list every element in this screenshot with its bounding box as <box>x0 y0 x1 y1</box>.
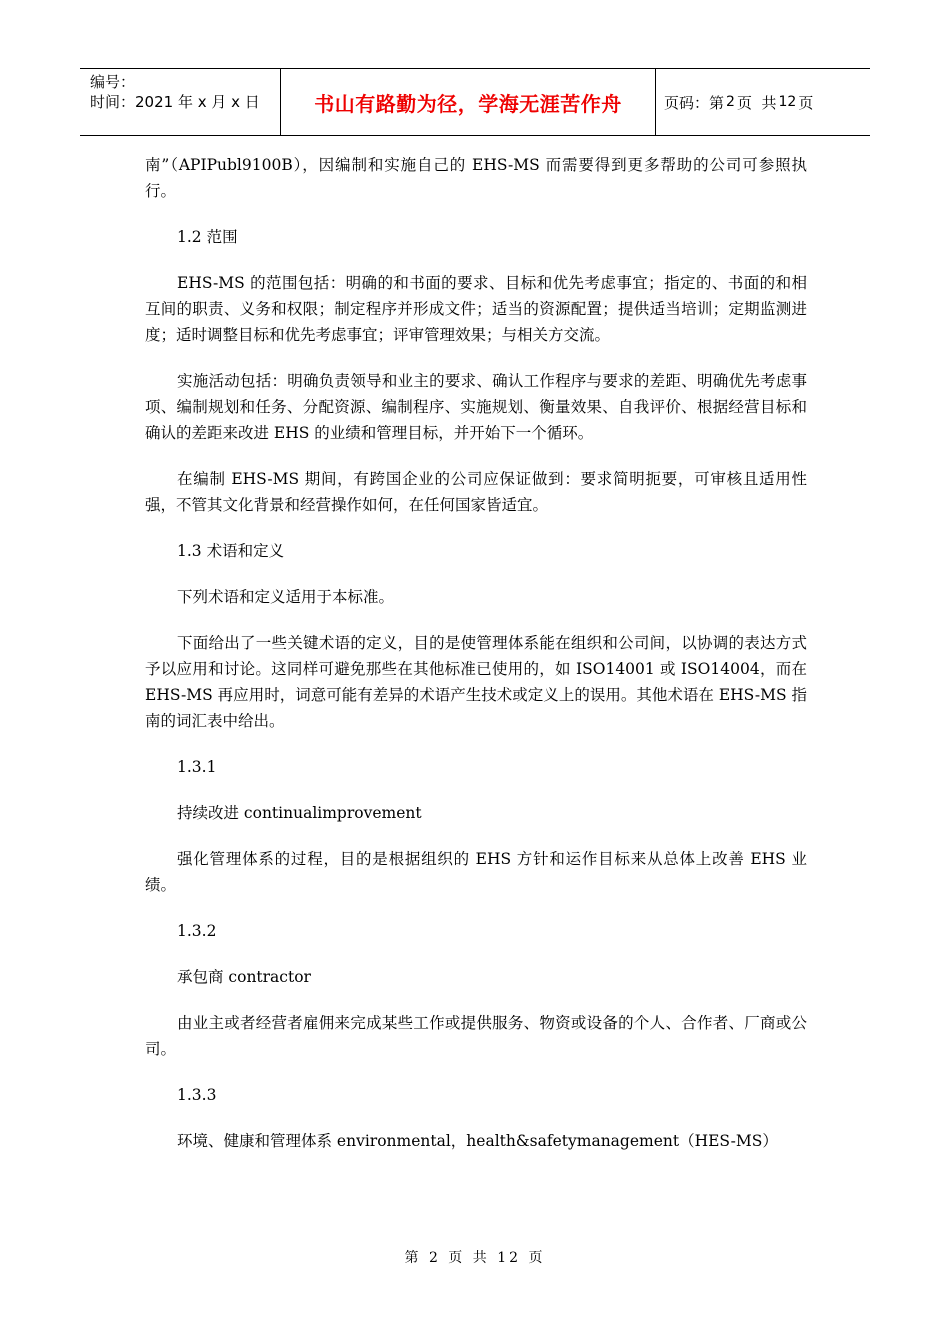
paragraph: 南”（APIPubl9100B），因编制和实施自己的 EHS-MS 而需要得到更多帮助的公司可参照执行。 <box>145 156 807 200</box>
header-page-info <box>656 69 870 135</box>
page-prefix: 页码：第 <box>664 93 725 112</box>
term-heading: 承包商 contractor <box>177 968 311 986</box>
section-number: 1.3.2 <box>177 922 217 940</box>
section-number: 1.3.3 <box>177 1086 217 1104</box>
page-mid: 页 共 <box>736 93 777 112</box>
time-label: 时间：2021 年 x 月 x 日 <box>90 93 260 111</box>
document-header <box>80 68 870 136</box>
paragraph: EHS-MS 的范围包括：明确的和书面的要求、目标和优先考虑事宜；指定的、书面的和相互间的职责、义务和权限；制定程序并形成文件；适当的资源配置；提供适当培训；定期监测进度；适时调整目标和优先考虑事宜；评审管理效果；与相关方交流。 <box>145 274 807 344</box>
paragraph: 由业主或者经营者雇佣来完成某些工作或提供服务、物资或设备的个人、合作者、厂商或公司。 <box>145 1014 807 1058</box>
header-meta <box>80 69 281 135</box>
code-label: 编号： <box>90 73 136 91</box>
section-heading: 1.2 范围 <box>177 228 238 246</box>
document-body <box>145 152 807 1174</box>
paragraph: 在编制 EHS-MS 期间，有跨国企业的公司应保证做到：要求简明扼要，可审核且适用性强，不管其文化背景和经营操作如何，在任何国家皆适宜。 <box>145 470 807 514</box>
page-current: 2 <box>726 94 735 110</box>
page-total: 12 <box>778 94 797 110</box>
page-footer: 第 2 页 共 12 页 <box>404 1250 546 1266</box>
paragraph: 下面给出了一些关键术语的定义，目的是使管理体系能在组织和公司间，以协调的表达方式予以应用和讨论。这同样可避免那些在其他标准已使用的，如 ISO14001 或 ISO14004，而在 EHS-MS 再应用时，词意可能有差异的术语产生技术或定义上的误用。其他术语在 EHS-MS 指南的词汇表中给出。 <box>145 634 807 730</box>
page-suffix: 页 <box>798 93 814 112</box>
section-heading: 1.3 术语和定义 <box>177 542 285 560</box>
term-heading: 持续改进 continualimprovement <box>177 804 422 822</box>
section-number: 1.3.1 <box>177 758 217 776</box>
paragraph: 实施活动包括：明确负责领导和业主的要求、确认工作程序与要求的差距、明确优先考虑事项、编制规划和任务、分配资源、编制程序、实施规划、衡量效果、自我评价、根据经营目标和确认的差距来改进 EHS 的业绩和管理目标，并开始下一个循环。 <box>145 372 807 442</box>
paragraph: 下列术语和定义适用于本标准。 <box>177 588 395 606</box>
header-motto: 书山有路勤为径，学海无涯苦作舟 <box>281 69 656 135</box>
term-heading: 环境、健康和管理体系 environmental，health&safetymanagement（HES-MS） <box>177 1132 778 1150</box>
paragraph: 强化管理体系的过程，目的是根据组织的 EHS 方针和运作目标来从总体上改善 EHS 业绩。 <box>145 850 807 894</box>
